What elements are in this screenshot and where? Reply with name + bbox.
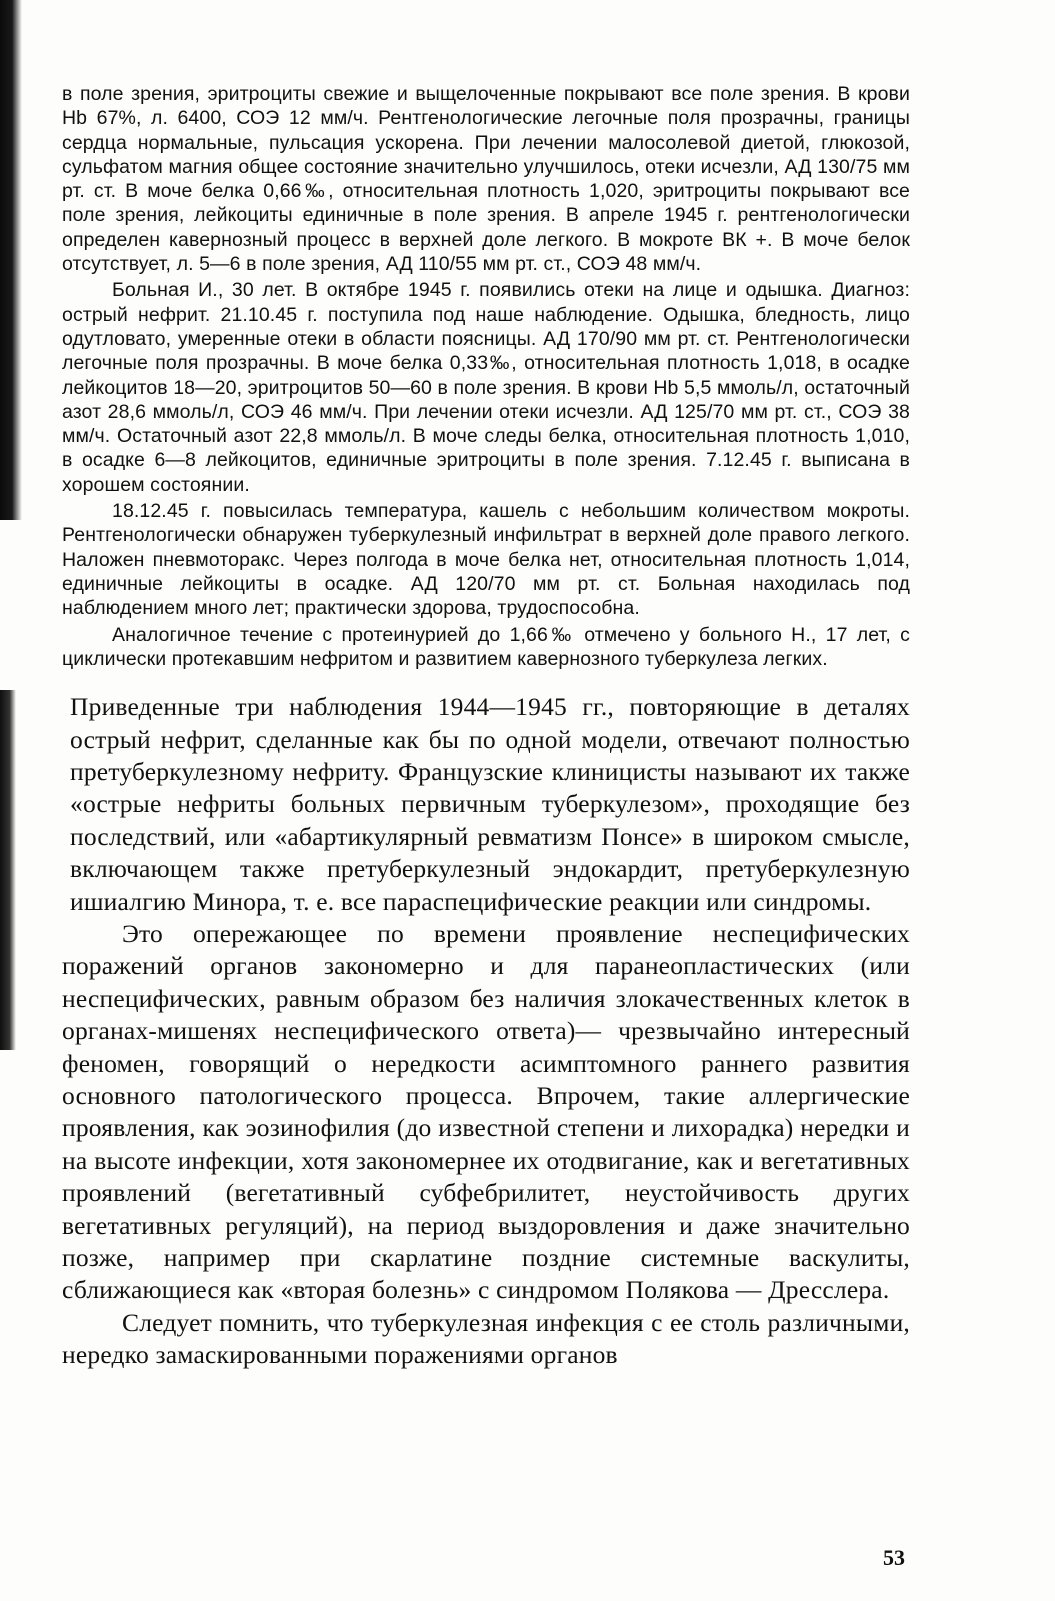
- page-content: [62, 82, 910, 1372]
- case-notes-block: [62, 82, 910, 671]
- case-note-paragraph: 18.12.45 г. повысилась температура, кашель с небольшим количеством мокроты. Рентгенологически обнаружен туберкулезный инфильтрат в верхней доле правого легкого. Наложен пневмоторакс. Через полгода в моче белка нет, относительная плотность 1,014, единичные лейкоциты в осадке. АД 120/70 мм рт. ст. Больная находилась под наблюдением много лет; практически здорова, трудоспособна.: [62, 500, 910, 620]
- body-paragraph: Приведенные три наблюдения 1944—1945 гг., повторяющие в деталях острый нефрит, сделанные как бы по одной модели, отвечают полностью претуберкулезному нефриту. Французские клиницисты называют их также «острые нефриты больных первичным туберкулезом», проходящие без последствий, или «абартикулярный ревматизм Понсе» в широком смысле, включающем также претуберкулезный эндокардит, претуберкулезную ишиалгию Минора, т. е. все параспецифические реакции или синдромы.: [70, 692, 910, 916]
- body-paragraph: Следует помнить, что туберкулезная инфекция с ее столь различными, нередко замаскированными поражениями органов: [62, 1307, 910, 1370]
- case-note-paragraph: Больная И., 30 лет. В октябре 1945 г. появились отеки на лице и одышка. Диагноз: острый нефрит. 21.10.45 г. поступила под наше наблюдение. Одышка, бледность, лицо одутловато, умеренные отеки в области поясницы. АД 170/90 мм рт. ст. Рентгенологически легочные поля прозрачны. В моче белка 0,33‰, относительная плотность 1,018, в осадке лейкоцитов 18—20, эритроцитов 50—60 в поле зрения. В крови Hb 5,5 ммоль/л, остаточный азот 28,6 ммоль/л, СОЭ 46 мм/ч. При лечении отеки исчезли. АД 125/70 мм рт. ст., СОЭ 38 мм/ч. Остаточный азот 22,8 ммоль/л. В моче следы белка, относительная плотность 1,010, в осадке 6—8 лейкоцитов, единичные эритроциты в поле зрения. 7.12.45 г. выписана в хорошем состоянии.: [62, 279, 910, 496]
- scan-binding-shadow: [0, 0, 22, 520]
- main-text-block: [62, 691, 910, 1372]
- body-paragraph: Это опережающее по времени проявление неспецифических поражений органов закономерно и для паранеопластических (или неспецифических, равным образом без наличия злокачественных клеток в органах-мишенях неспецифического ответа)— чрезвычайно интересный феномен, говорящий о нередкости асимптомного раннего развития основного патологического процесса. Впрочем, такие аллергические проявления, как эозинофилия (до известной степени и лихорадка) нередки и на высоте инфекции, хотя закономернее их отодвигание, как и вегетативных проявлений (вегетативный субфебрилитет, неустойчивость других вегетативных регуляций), на период выздоровления и даже значительно позже, например при скарлатине поздние системные васкулиты, сближающиеся как «вторая болезнь» с синдромом Полякова — Дресслера.: [62, 918, 910, 1305]
- case-note-paragraph: в поле зрения, эритроциты свежие и выщелоченные покрывают все поле зрения. В крови Hb 67%, л. 6400, СОЭ 12 мм/ч. Рентгенологические легочные поля прозрачны, границы сердца нормальные, пульсация ускорена. При лечении малосолевой диетой, глюкозой, сульфатом магния общее состояние значительно улучшилось, отеки исчезли, АД 130/75 мм рт. ст. В моче белка 0,66‰, относительная плотность 1,020, эритроциты покрывают все поле зрения, лейкоциты единичные в поле зрения. В апреле 1945 г. рентгенологически определен кавернозный процесс в верхней доле легкого. В мокроте ВК +. В моче белок отсутствует, л. 5—6 в поле зрения, АД 110/55 мм рт. ст., СОЭ 48 мм/ч.: [62, 83, 910, 276]
- page-number: 53: [883, 1545, 905, 1570]
- case-note-paragraph: Аналогичное течение с протеинурией до 1,66‰ отмечено у больного Н., 17 лет, с циклически протекавшим нефритом и развитием кавернозного туберкулеза легких.: [62, 623, 910, 670]
- scan-binding-shadow-lower: [0, 690, 16, 1050]
